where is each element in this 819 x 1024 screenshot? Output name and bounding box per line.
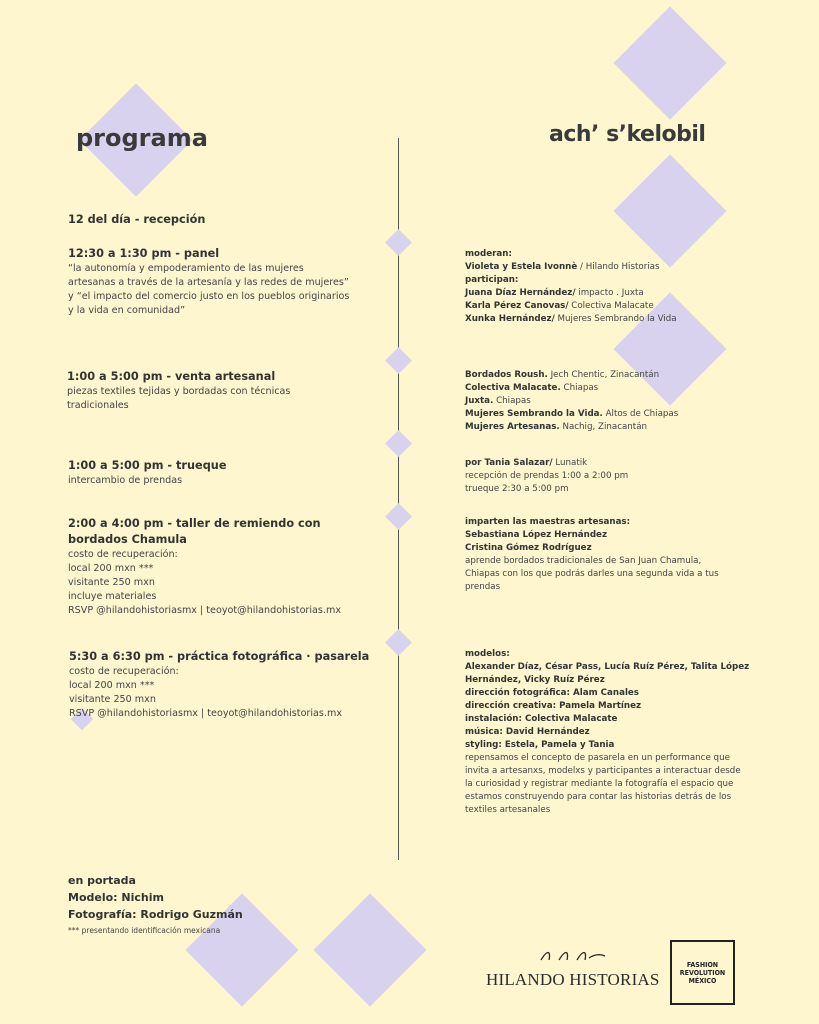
id-footnote: *** presentando identificación mexicana (68, 926, 221, 935)
fr-line: MÉXICO (688, 976, 717, 985)
diamond-decoration (613, 6, 726, 119)
page-title: programa (76, 124, 208, 152)
hilando-historias-wordmark: HILANDO HISTORIAS (486, 970, 660, 989)
foto-desc-line: local 200 mxn *** (69, 680, 155, 691)
foto-detail-line: textiles artesanales (465, 805, 551, 815)
foto-detail-line: estamos construyendo para contar las historias detrás de los (465, 792, 732, 802)
timeline-marker (385, 430, 412, 457)
vendor-place: Nachig, Zinacantán (559, 422, 648, 432)
host-name: por Tania Salazar/ (465, 458, 553, 468)
foto-desc-line: visitante 250 mxn (69, 694, 156, 705)
participant-org: Colectiva Malacate (568, 301, 654, 311)
foto-details (465, 648, 765, 817)
fr-line: FASHION (686, 960, 719, 969)
venta-details (465, 369, 765, 434)
vendor-name: Colectiva Malacate. (465, 383, 561, 393)
participant-org: impacto . Juxta (575, 288, 644, 298)
modelos-label: modelos: (465, 649, 510, 659)
taller-detail-line: prendas (465, 582, 501, 592)
credit-line: dirección fotográfica: Alam Canales (465, 688, 639, 698)
vendor-place: Chiapas (493, 396, 531, 406)
vendor-name: Juxta. (465, 396, 494, 406)
foto-rsvp: RSVP @hilandohistoriasmx | teoyot@hilandohistorias.mx (69, 708, 342, 719)
foto-detail-line: la curiosidad y registrar mediante la fotografía el espacio que (465, 779, 734, 789)
moderan-label: moderan: (465, 249, 512, 259)
cover-credits (68, 872, 243, 935)
venta-time: 1:00 a 5:00 pm - venta artesanal (67, 370, 276, 383)
hilando-historias-logo (486, 946, 658, 990)
taller-time-line: bordados Chamula (68, 533, 187, 546)
reception-time: 12 del día - recepción (68, 213, 206, 226)
cover-photographer: Fotografía: Rodrigo Guzmán (68, 908, 243, 921)
cover-model: Modelo: Nichim (68, 891, 164, 904)
trueque-time: 1:00 a 5:00 pm - trueque (68, 459, 227, 472)
participant-name: Juana Díaz Hernández/ (465, 288, 576, 298)
credit-line: dirección creativa: Pamela Martínez (465, 701, 642, 711)
foto-detail-line: invita a artesanxs, modelxs y participantes a interactuar desde (465, 766, 741, 776)
teacher-name: Sebastiana López Hernández (465, 530, 608, 540)
taller-desc-line: local 200 mxn *** (68, 563, 154, 574)
timeline-marker (385, 229, 412, 256)
participan-label: participan: (465, 275, 519, 285)
thread-icon (537, 946, 607, 966)
fr-line: REVOLUTION (679, 968, 726, 977)
taller-time-line: 2:00 a 4:00 pm - taller de remiendo con (68, 517, 321, 530)
taller-desc-line: incluye materiales (68, 591, 157, 602)
modelos-line: Alexander Díaz, César Pass, Lucía Ruíz Pérez, Talita López (465, 662, 750, 672)
taller-desc-line: visitante 250 mxn (68, 577, 155, 588)
venta-desc-line: tradicionales (67, 400, 129, 411)
vendor-place: Chiapas (560, 383, 599, 393)
timeline-marker (385, 629, 412, 656)
panel-desc-line: “la autonomía y empoderamiento de las mujeres (68, 263, 304, 274)
taller-block (68, 516, 388, 618)
credit-line: música: David Hernández (465, 727, 590, 737)
event-title: ach’ s’kelobil (549, 122, 706, 147)
panel-desc-line: artesanas a través de la artesanía y las redes de mujeres” (68, 277, 349, 288)
participant-org: Mujeres Sembrando la Vida (554, 314, 677, 324)
vendor-place: Jech Chentic, Zinacantán (547, 370, 660, 380)
participant-name: Karla Pérez Canovas/ (465, 301, 569, 311)
host-org: Lunatik (552, 458, 588, 468)
foto-desc-line: costo de recuperación: (69, 666, 179, 677)
panel-block (68, 246, 388, 318)
venta-block (67, 369, 387, 413)
trueque-details (465, 457, 765, 496)
foto-block (69, 649, 389, 721)
panel-time: 12:30 a 1:30 pm - panel (68, 247, 220, 260)
panel-desc-line: y “el impacto del comercio justo en los pueblos originarios (68, 291, 350, 302)
cover-label: en portada (68, 874, 136, 887)
participant-name: Xunka Hernández/ (465, 314, 555, 324)
vendor-name: Mujeres Artesanas. (465, 422, 560, 432)
taller-detail-line: aprende bordados tradicionales de San Juan Chamula, (465, 556, 702, 566)
trueque-block (68, 458, 388, 488)
venta-desc-line: piezas textiles tejidas y bordadas con técnicas (67, 386, 291, 397)
trueque-schedule-line: recepción de prendas 1:00 a 2:00 pm (465, 471, 629, 481)
moderan-name: Violeta y Estela Ivonnè (465, 262, 578, 272)
moderan-org: / Hilando Historias (577, 262, 660, 272)
teacher-name: Cristina Gómez Rodríguez (465, 543, 592, 553)
modelos-line: Hernández, Vicky Ruíz Pérez (465, 675, 605, 685)
vendor-place: Altos de Chiapas (602, 409, 679, 419)
imparten-label: imparten las maestras artesanas: (465, 517, 631, 527)
trueque-schedule-line: trueque 2:30 a 5:00 pm (465, 484, 569, 494)
vendor-name: Mujeres Sembrando la Vida. (465, 409, 603, 419)
credit-line: instalación: Colectiva Malacate (465, 714, 618, 724)
panel-details (465, 248, 765, 326)
credit-line: styling: Estela, Pamela y Tania (465, 740, 615, 750)
taller-details (465, 516, 765, 594)
foto-time: 5:30 a 6:30 pm - práctica fotográfica · pasarela (69, 650, 370, 663)
vendor-name: Bordados Roush. (465, 370, 548, 380)
fashion-revolution-logo (670, 940, 735, 1005)
taller-desc-line: costo de recuperación: (68, 549, 178, 560)
taller-rsvp: RSVP @hilandohistoriasmx | teoyot@hilandohistorias.mx (68, 605, 341, 616)
timeline-marker (385, 347, 412, 374)
diamond-decoration (313, 893, 426, 1006)
trueque-desc: intercambio de prendas (68, 475, 183, 486)
timeline-marker (385, 503, 412, 530)
panel-desc-line: y la vida en comunidad” (68, 305, 186, 316)
taller-detail-line: Chiapas con los que podrás darles una segunda vida a tus (465, 569, 719, 579)
foto-detail-line: repensamos el concepto de pasarela en un performance que (465, 753, 730, 763)
